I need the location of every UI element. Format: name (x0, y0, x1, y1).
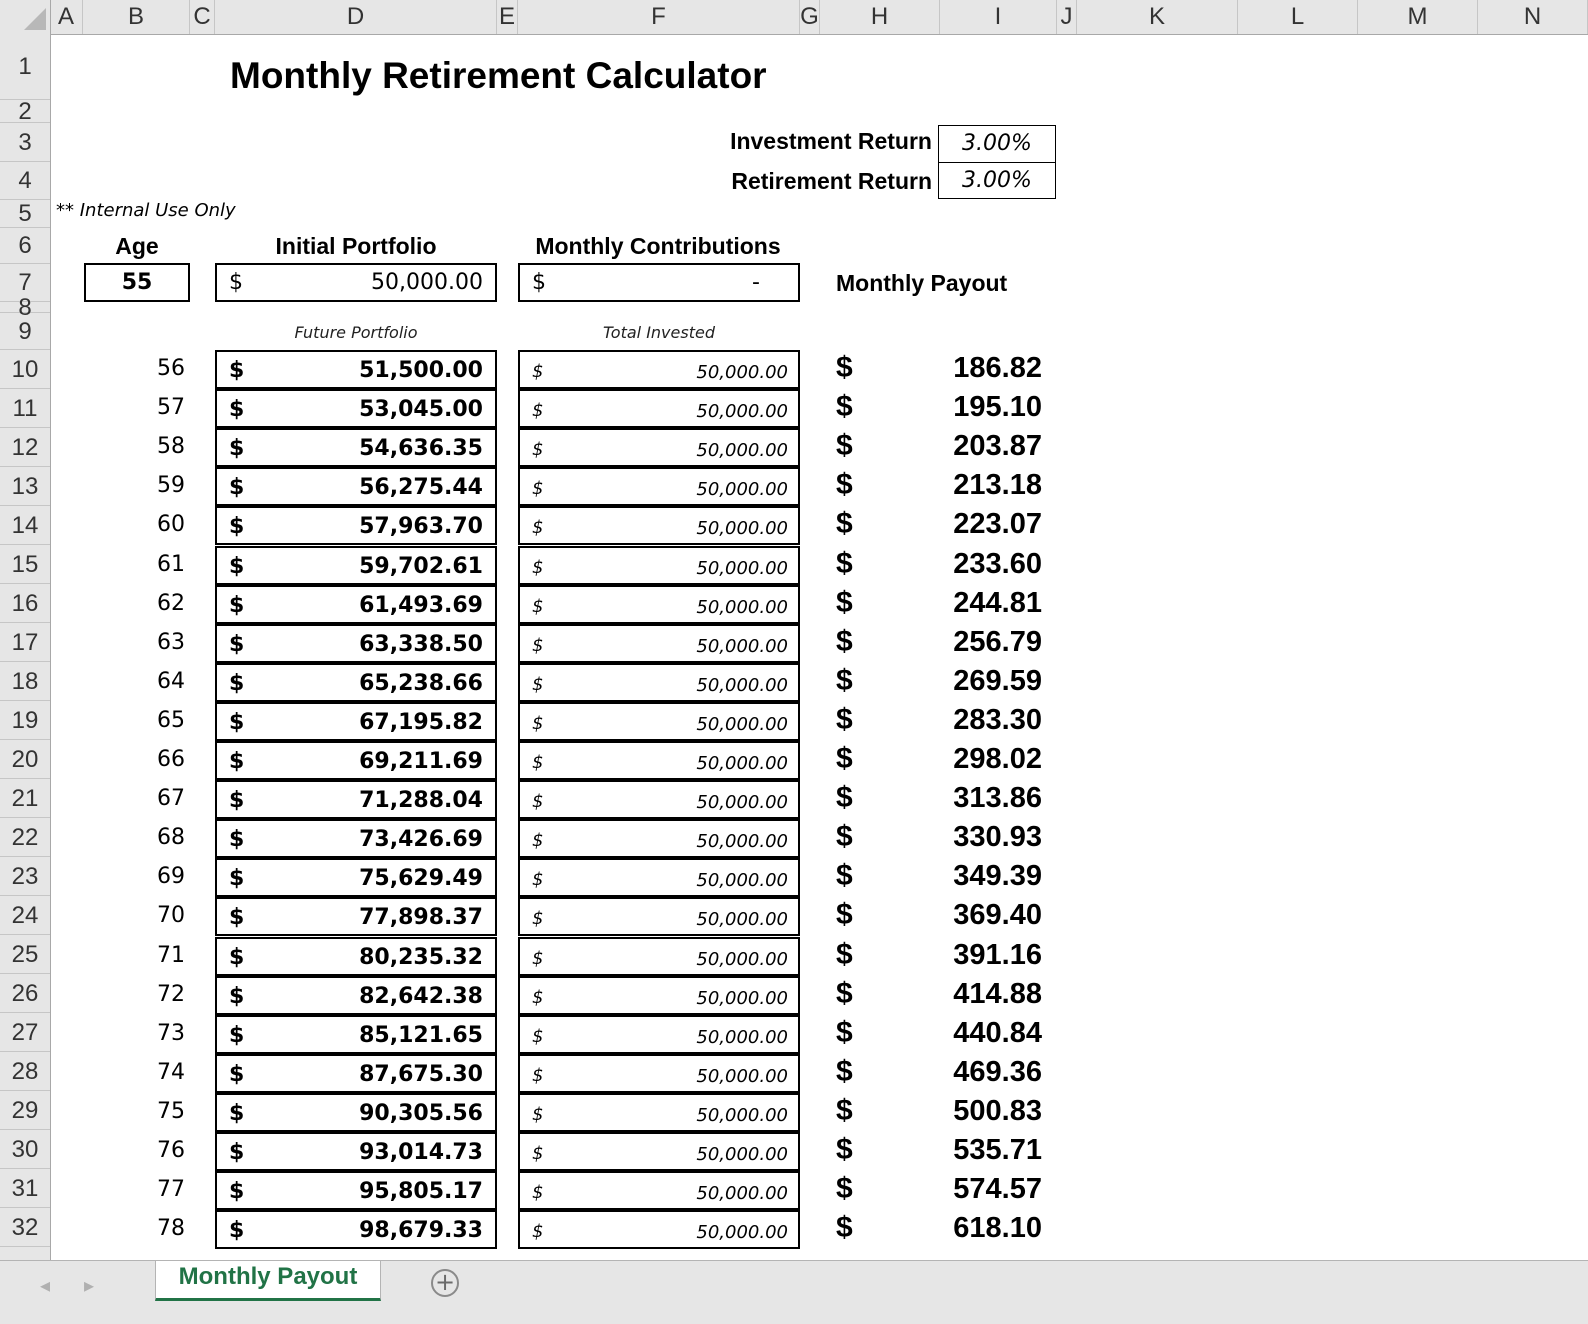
total-invested-cell[interactable] (518, 741, 800, 780)
total-invested-value: 50,000.00 (696, 1183, 788, 1205)
currency-symbol: $ (229, 709, 245, 735)
monthly-payout-value[interactable]: 313.86 (953, 782, 1042, 815)
monthly-payout-value[interactable]: 391.16 (953, 938, 1042, 971)
monthly-payout-value[interactable]: 298.02 (953, 743, 1042, 775)
row-header[interactable]: 6 (0, 228, 50, 264)
currency-symbol: $ (229, 749, 245, 774)
future-portfolio-subheader: Future Portfolio (294, 323, 418, 342)
row-header[interactable]: 16 (0, 584, 50, 623)
future-portfolio-value: 56,275.44 (359, 475, 483, 501)
currency-symbol: $ (229, 553, 245, 579)
monthly-payout-value[interactable]: 330.93 (953, 821, 1042, 854)
column-header[interactable]: K (1077, 0, 1238, 34)
payout-currency-symbol: $ (836, 546, 853, 580)
currency-symbol: $ (229, 397, 245, 423)
future-portfolio-cell[interactable] (215, 1210, 497, 1249)
future-portfolio-cell[interactable] (215, 389, 497, 428)
column-header[interactable]: H (820, 0, 940, 34)
currency-symbol: $ (532, 517, 544, 539)
row-header[interactable]: 18 (0, 662, 50, 701)
currency-symbol: $ (532, 595, 544, 617)
monthly-payout-value[interactable]: 269.59 (953, 664, 1042, 697)
total-invested-value: 50,000.00 (696, 909, 788, 931)
future-portfolio-value: 61,493.69 (359, 592, 483, 618)
currency-symbol: $ (532, 712, 544, 734)
row-header[interactable]: 29 (0, 1091, 50, 1130)
sheet-tab-label: Monthly Payout (178, 1263, 358, 1290)
currency-symbol: $ (532, 361, 544, 382)
age-cell[interactable]: 65 (157, 707, 185, 733)
future-portfolio-value: 90,305.56 (359, 1100, 483, 1126)
monthly-payout-value[interactable]: 469.36 (953, 1055, 1042, 1088)
currency-symbol: $ (229, 1061, 245, 1087)
future-portfolio-cell[interactable] (215, 1171, 497, 1210)
future-portfolio-cell[interactable] (215, 1132, 497, 1171)
monthly-contributions-input[interactable] (518, 263, 800, 302)
age-cell[interactable]: 64 (157, 668, 185, 694)
currency-symbol: $ (229, 1022, 245, 1048)
total-invested-cell[interactable] (518, 467, 800, 506)
payout-currency-symbol: $ (836, 351, 853, 384)
payout-currency-symbol: $ (836, 390, 853, 424)
investment-return-label: Investment Return (730, 128, 932, 154)
total-invested-value: 50,000.00 (696, 674, 788, 696)
column-header[interactable]: G (800, 0, 820, 34)
currency-symbol: $ (532, 1182, 544, 1204)
future-portfolio-cell[interactable] (215, 506, 497, 545)
currency-symbol: $ (532, 634, 544, 656)
total-invested-cell[interactable] (518, 819, 800, 858)
total-invested-cell[interactable] (518, 389, 800, 428)
row-header[interactable]: 15 (0, 545, 50, 584)
currency-symbol: $ (532, 439, 544, 461)
column-header[interactable]: N (1478, 0, 1588, 34)
currency-symbol: $ (532, 1064, 544, 1086)
age-cell[interactable]: 73 (157, 1020, 185, 1046)
payout-currency-symbol: $ (836, 507, 853, 541)
future-portfolio-value: 63,338.50 (359, 631, 483, 657)
monthly-contributions-label: Monthly Contributions (535, 233, 781, 259)
row-header[interactable]: 27 (0, 1013, 50, 1052)
future-portfolio-value: 71,288.04 (359, 788, 483, 814)
future-portfolio-cell[interactable] (215, 350, 497, 389)
payout-currency-symbol: $ (836, 1172, 853, 1206)
currency-symbol: $ (532, 556, 544, 578)
total-invested-cell[interactable] (518, 1210, 800, 1249)
age-label: Age (115, 233, 159, 259)
future-portfolio-cell[interactable] (215, 467, 497, 506)
total-invested-cell[interactable] (518, 1015, 800, 1054)
currency-symbol: $ (532, 1025, 544, 1047)
monthly-payout-value[interactable]: 195.10 (953, 391, 1042, 424)
currency-symbol: $ (229, 358, 245, 383)
future-portfolio-cell[interactable] (215, 780, 497, 819)
payout-currency-symbol: $ (836, 976, 853, 1010)
column-header[interactable]: M (1358, 0, 1478, 34)
row-header[interactable]: 32 (0, 1208, 50, 1247)
monthly-payout-value[interactable]: 203.87 (953, 430, 1042, 463)
total-invested-value: 50,000.00 (696, 831, 788, 853)
future-portfolio-cell[interactable] (215, 1093, 497, 1132)
currency-symbol: $ (532, 869, 544, 891)
initial-portfolio-input[interactable] (215, 263, 497, 302)
total-invested-cell[interactable] (518, 1132, 800, 1171)
row-header[interactable]: 23 (0, 857, 50, 896)
row-header[interactable]: 28 (0, 1052, 50, 1091)
future-portfolio-cell[interactable] (215, 428, 497, 467)
monthly-contributions-value: - (752, 270, 760, 295)
payout-currency-symbol: $ (836, 585, 853, 619)
row-header[interactable]: 14 (0, 506, 50, 545)
age-cell[interactable]: 75 (157, 1098, 185, 1124)
row-header[interactable]: 2 (0, 100, 50, 123)
age-cell[interactable]: 66 (157, 747, 185, 772)
monthly-payout-value[interactable]: 414.88 (953, 977, 1042, 1010)
future-portfolio-value: 69,211.69 (359, 749, 483, 774)
monthly-payout-value[interactable]: 500.83 (953, 1094, 1042, 1127)
age-cell[interactable]: 72 (157, 981, 185, 1007)
total-invested-value: 50,000.00 (696, 401, 788, 423)
monthly-payout-value[interactable]: 186.82 (953, 352, 1042, 384)
currency-symbol: $ (229, 866, 245, 892)
row-header[interactable]: 13 (0, 467, 50, 506)
select-all-corner[interactable] (0, 0, 51, 34)
future-portfolio-value: 53,045.00 (359, 397, 483, 423)
future-portfolio-cell[interactable] (215, 702, 497, 741)
total-invested-value: 50,000.00 (696, 1222, 788, 1244)
currency-symbol: $ (532, 673, 544, 695)
future-portfolio-cell[interactable] (215, 976, 497, 1015)
total-invested-cell[interactable] (518, 546, 800, 585)
currency-symbol: $ (532, 791, 544, 813)
future-portfolio-value: 87,675.30 (359, 1061, 483, 1087)
investment-return-cell[interactable]: 3.00% (938, 125, 1056, 163)
currency-symbol: $ (229, 944, 245, 970)
column-headers (0, 0, 1588, 35)
total-invested-value: 50,000.00 (696, 713, 788, 735)
column-header[interactable]: A (50, 0, 83, 34)
age-cell[interactable]: 58 (157, 434, 185, 460)
row-header[interactable]: 5 (0, 200, 50, 228)
future-portfolio-cell[interactable] (215, 819, 497, 858)
payout-currency-symbol: $ (836, 1093, 853, 1127)
age-input[interactable] (84, 263, 190, 302)
column-header[interactable]: D (215, 0, 497, 34)
total-invested-cell[interactable] (518, 624, 800, 663)
payout-currency-symbol: $ (836, 859, 853, 893)
currency-symbol: $ (229, 1140, 245, 1165)
future-portfolio-cell[interactable] (215, 624, 497, 663)
total-invested-cell[interactable] (518, 780, 800, 819)
payout-currency-symbol: $ (836, 663, 853, 697)
future-portfolio-value: 80,235.32 (359, 944, 483, 970)
future-portfolio-value: 65,238.66 (359, 670, 483, 696)
row-header[interactable]: 21 (0, 779, 50, 818)
total-invested-value: 50,000.00 (696, 635, 788, 657)
future-portfolio-value: 93,014.73 (359, 1140, 483, 1165)
row-header[interactable]: 12 (0, 428, 50, 467)
column-header[interactable]: L (1238, 0, 1358, 34)
age-cell[interactable]: 76 (157, 1138, 185, 1163)
payout-currency-symbol: $ (836, 781, 853, 815)
monthly-payout-value[interactable]: 283.30 (953, 703, 1042, 736)
total-invested-cell[interactable] (518, 1054, 800, 1093)
age-cell[interactable]: 57 (157, 395, 185, 421)
future-portfolio-value: 75,629.49 (359, 866, 483, 892)
currency-symbol: $ (532, 1143, 544, 1164)
future-portfolio-cell[interactable] (215, 585, 497, 624)
total-invested-value: 50,000.00 (696, 1104, 788, 1126)
monthly-payout-value[interactable]: 244.81 (953, 586, 1042, 619)
total-invested-cell[interactable] (518, 585, 800, 624)
currency-symbol: $ (532, 947, 544, 969)
row-header[interactable]: 26 (0, 974, 50, 1013)
column-header[interactable]: B (83, 0, 190, 34)
monthly-payout-value[interactable]: 440.84 (953, 1016, 1042, 1049)
age-input-value: 55 (121, 270, 153, 295)
currency-symbol: $ (229, 436, 245, 462)
total-invested-cell[interactable] (518, 858, 800, 897)
age-cell[interactable]: 62 (157, 590, 185, 616)
column-header[interactable]: E (497, 0, 518, 34)
monthly-payout-value[interactable]: 256.79 (953, 625, 1042, 658)
column-header[interactable]: C (190, 0, 215, 34)
currency-symbol: $ (532, 908, 544, 930)
plus-circle-icon[interactable]: + (431, 1269, 459, 1297)
row-header[interactable]: 1 (0, 34, 50, 100)
future-portfolio-value: 51,500.00 (359, 358, 483, 383)
age-cell[interactable]: 60 (157, 512, 185, 538)
payout-currency-symbol: $ (836, 937, 853, 971)
future-portfolio-cell[interactable] (215, 663, 497, 702)
currency-symbol: $ (229, 1179, 245, 1205)
payout-currency-symbol: $ (836, 1133, 853, 1166)
currency-symbol: $ (532, 1221, 544, 1243)
future-portfolio-cell[interactable] (215, 1054, 497, 1093)
row-header[interactable]: 10 (0, 350, 50, 389)
monthly-payout-value[interactable]: 618.10 (953, 1212, 1042, 1245)
payout-currency-symbol: $ (836, 1211, 853, 1245)
future-portfolio-value: 77,898.37 (359, 905, 483, 931)
total-invested-subheader: Total Invested (603, 323, 715, 342)
row-header[interactable]: 9 (0, 313, 50, 350)
total-invested-value: 50,000.00 (696, 1144, 788, 1165)
row-header[interactable]: 17 (0, 623, 50, 662)
total-invested-cell[interactable] (518, 897, 800, 936)
monthly-payout-label: Monthly Payout (836, 270, 1008, 296)
total-invested-value: 50,000.00 (696, 753, 788, 774)
total-invested-value: 50,000.00 (696, 596, 788, 618)
total-invested-value: 50,000.00 (696, 479, 788, 501)
total-invested-cell[interactable] (518, 663, 800, 702)
age-cell[interactable]: 70 (157, 903, 185, 929)
currency-symbol: $ (229, 670, 245, 696)
total-invested-value: 50,000.00 (696, 557, 788, 579)
currency-symbol: $ (229, 983, 245, 1009)
monthly-payout-value[interactable]: 535.71 (953, 1134, 1042, 1166)
total-invested-value: 50,000.00 (696, 948, 788, 970)
page-title: Monthly Retirement Calculator (230, 55, 767, 96)
scroll-tabs-left-icon[interactable]: ◂ (40, 1273, 51, 1297)
payout-currency-symbol: $ (836, 898, 853, 932)
age-cell[interactable]: 78 (157, 1216, 185, 1242)
currency-symbol: $ (229, 905, 245, 931)
future-portfolio-cell[interactable] (215, 858, 497, 897)
currency-symbol: $ (229, 475, 245, 501)
age-cell[interactable]: 61 (157, 551, 185, 577)
total-invested-value: 50,000.00 (696, 518, 788, 540)
future-portfolio-value: 54,636.35 (359, 436, 483, 462)
age-cell[interactable]: 71 (157, 942, 185, 968)
future-portfolio-cell[interactable] (215, 1015, 497, 1054)
row-header[interactable]: 31 (0, 1169, 50, 1208)
age-cell[interactable]: 67 (157, 786, 185, 812)
initial-portfolio-currency: $ (229, 270, 243, 295)
sheet-tab-monthly-payout[interactable] (155, 1261, 381, 1301)
age-cell[interactable]: 59 (157, 473, 185, 499)
row-header[interactable]: 19 (0, 701, 50, 740)
payout-currency-symbol: $ (836, 429, 853, 463)
future-portfolio-cell[interactable] (215, 741, 497, 780)
column-header[interactable]: F (518, 0, 800, 34)
total-invested-cell[interactable] (518, 702, 800, 741)
total-invested-value: 50,000.00 (696, 362, 788, 383)
future-portfolio-cell[interactable] (215, 546, 497, 585)
future-portfolio-value: 57,963.70 (359, 514, 483, 540)
sheet-tab-bar (0, 1260, 1588, 1324)
age-cell[interactable]: 69 (157, 864, 185, 890)
currency-symbol: $ (229, 631, 245, 657)
total-invested-cell[interactable] (518, 1093, 800, 1132)
future-portfolio-value: 67,195.82 (359, 709, 483, 735)
total-invested-cell[interactable] (518, 937, 800, 976)
monthly-payout-value[interactable]: 223.07 (953, 508, 1042, 541)
row-header[interactable]: 4 (0, 162, 50, 200)
payout-currency-symbol: $ (836, 702, 853, 736)
total-invested-cell[interactable] (518, 506, 800, 545)
age-cell[interactable]: 68 (157, 825, 185, 851)
payout-currency-symbol: $ (836, 1015, 853, 1049)
age-cell[interactable]: 77 (157, 1177, 185, 1203)
payout-currency-symbol: $ (836, 624, 853, 658)
age-cell[interactable]: 56 (157, 356, 185, 381)
future-portfolio-value: 59,702.61 (359, 553, 483, 579)
currency-symbol: $ (229, 514, 245, 540)
currency-symbol: $ (532, 830, 544, 852)
row-header[interactable]: 8 (0, 302, 50, 313)
age-cell[interactable]: 63 (157, 629, 185, 655)
row-header[interactable]: 22 (0, 818, 50, 857)
internal-use-note: ** Internal Use Only (56, 200, 236, 221)
total-invested-value: 50,000.00 (696, 870, 788, 892)
total-invested-value: 50,000.00 (696, 792, 788, 814)
currency-symbol: $ (229, 592, 245, 618)
row-header[interactable]: 20 (0, 740, 50, 779)
future-portfolio-cell[interactable] (215, 897, 497, 936)
row-header[interactable]: 25 (0, 935, 50, 974)
monthly-payout-value[interactable]: 233.60 (953, 547, 1042, 580)
payout-currency-symbol: $ (836, 742, 853, 775)
row-headers (0, 34, 51, 1280)
monthly-contributions-currency: $ (532, 270, 546, 295)
currency-symbol: $ (229, 788, 245, 814)
future-portfolio-value: 95,805.17 (359, 1179, 483, 1205)
total-invested-value: 50,000.00 (696, 1026, 788, 1048)
row-header[interactable]: 11 (0, 389, 50, 428)
total-invested-cell[interactable] (518, 976, 800, 1015)
retirement-return-cell[interactable]: 3.00% (938, 162, 1056, 199)
currency-symbol: $ (229, 827, 245, 853)
scroll-tabs-right-icon[interactable]: ▸ (84, 1273, 95, 1297)
monthly-payout-value[interactable]: 574.57 (953, 1173, 1042, 1206)
currency-symbol: $ (229, 1218, 245, 1244)
monthly-payout-value[interactable]: 213.18 (953, 469, 1042, 502)
initial-portfolio-value: 50,000.00 (371, 270, 483, 295)
future-portfolio-value: 82,642.38 (359, 983, 483, 1009)
future-portfolio-value: 85,121.65 (359, 1022, 483, 1048)
retirement-return-label: Retirement Return (731, 168, 932, 194)
currency-symbol: $ (532, 986, 544, 1008)
total-invested-value: 50,000.00 (696, 987, 788, 1009)
select-all-icon (24, 8, 46, 30)
total-invested-cell[interactable] (518, 1171, 800, 1210)
payout-currency-symbol: $ (836, 820, 853, 854)
future-portfolio-cell[interactable] (215, 937, 497, 976)
row-header[interactable]: 3 (0, 123, 50, 162)
total-invested-value: 50,000.00 (696, 440, 788, 462)
monthly-payout-value[interactable]: 349.39 (953, 860, 1042, 893)
age-cell[interactable]: 74 (157, 1059, 185, 1085)
column-header[interactable]: J (1057, 0, 1077, 34)
total-invested-cell[interactable] (518, 428, 800, 467)
total-invested-value: 50,000.00 (696, 1065, 788, 1087)
total-invested-cell[interactable] (518, 350, 800, 389)
payout-currency-symbol: $ (836, 1054, 853, 1088)
currency-symbol: $ (229, 1100, 245, 1126)
currency-symbol: $ (532, 478, 544, 500)
row-header[interactable]: 24 (0, 896, 50, 935)
initial-portfolio-label: Initial Portfolio (275, 233, 437, 259)
monthly-payout-value[interactable]: 369.40 (953, 899, 1042, 932)
payout-currency-symbol: $ (836, 468, 853, 502)
currency-symbol: $ (532, 400, 544, 422)
column-header[interactable]: I (940, 0, 1057, 34)
row-header[interactable]: 30 (0, 1130, 50, 1169)
future-portfolio-value: 73,426.69 (359, 827, 483, 853)
currency-symbol: $ (532, 752, 544, 773)
row-header[interactable]: 7 (0, 264, 50, 302)
currency-symbol: $ (532, 1103, 544, 1125)
future-portfolio-value: 98,679.33 (359, 1218, 483, 1244)
